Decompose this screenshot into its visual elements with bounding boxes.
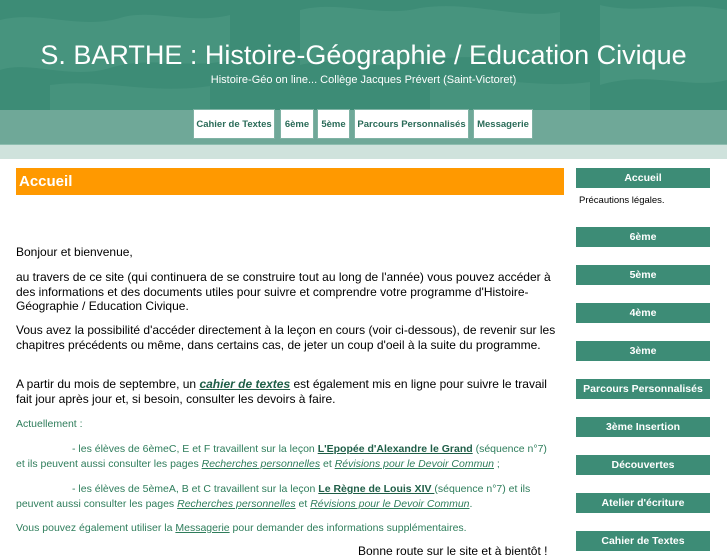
recherches-link-1[interactable]: Recherches personnelles <box>201 458 321 470</box>
alexandre-link[interactable]: L'Epopée d'Alexandre le Grand <box>317 443 473 455</box>
sidebar-item-3eme[interactable]: 3ème <box>576 341 710 361</box>
sidebar-item-cahier-de-textes[interactable]: Cahier de Textes <box>576 531 710 551</box>
sidebar-item-6eme[interactable]: 6ème <box>576 227 710 247</box>
lesson-paragraph: Vous avez la possibilité d'accéder directement à la leçon en cours (voir ci-dessous), de revenir sur les chapitres précédents ou même, dans certains cas, de jeter un coup d'oeil à la suite du programme. <box>16 323 556 352</box>
item2-text-a: - les élèves de 5èmeA, B et C travaillent sur la leçon <box>72 483 319 495</box>
site-header <box>0 0 727 110</box>
messagerie-text-after: pour demander des informations supplémentaires. <box>229 522 467 534</box>
louis-xiv-link[interactable]: Le Règne de Louis XIV <box>318 483 435 495</box>
nav-messagerie[interactable]: Messagerie <box>473 109 533 139</box>
nav-5eme[interactable]: 5ème <box>317 109 350 139</box>
page-title: Accueil <box>16 168 564 195</box>
item1-text-b: (séquence n°7) et ils peuvent aussi consulter les pages <box>16 443 547 470</box>
closing-text: Bonne route sur le site et à bientôt ! <box>358 544 548 558</box>
revisions-link-2[interactable]: Révisions pour le Devoir Commun <box>310 498 470 510</box>
main-area <box>0 158 727 558</box>
sidebar-item-3eme-insertion[interactable]: 3ème Insertion <box>576 417 710 437</box>
cinquieme-item <box>16 482 556 512</box>
nav-cahier-de-textes[interactable]: Cahier de Textes <box>193 109 275 139</box>
sidebar-item-decouvertes[interactable]: Découvertes <box>576 455 710 475</box>
content-column <box>16 168 564 558</box>
intro-paragraph: au travers de ce site (qui continuera de se construire tout au long de l'année) vous pouvez accéder à des informations et des documents utiles pour suivre et comprendre votre programme d'Histoire-Géographie / Education Civique. <box>16 270 551 313</box>
item1-text-a: - les élèves de 6èmeC, E et F travaillent sur la leçon <box>72 443 318 455</box>
sidebar-item-4eme[interactable]: 4ème <box>576 303 710 323</box>
precautions-legales-link[interactable]: Précautions légales. <box>579 195 665 206</box>
nav-parcours-personnalises[interactable]: Parcours Personnalisés <box>354 109 469 139</box>
sidebar-item-atelier-ecriture[interactable]: Atelier d'écriture <box>576 493 710 513</box>
sidebar-item-5eme[interactable]: 5ème <box>576 265 710 285</box>
sixieme-item <box>16 442 551 472</box>
cahier-text-after: est également mis en ligne pour suivre le travail fait jour après jour et, si besoin, consulter les devoirs à faire. <box>16 377 547 406</box>
site-title: S. BARTHE : Histoire-Géographie / Education Civique <box>40 40 687 70</box>
site-subtitle: Histoire-Géo on line... Collège Jacques Prévert (Saint-Victoret) <box>210 74 517 86</box>
cahier-text-before: A partir du mois de septembre, un <box>16 377 200 391</box>
nav-6eme[interactable]: 6ème <box>280 109 314 139</box>
item2-text-b: (séquence n°7) et ils peuvent aussi consulter les pages <box>16 483 531 510</box>
revisions-link-1[interactable]: Révisions pour le Devoir Commun <box>334 458 494 470</box>
item1-text-d: ; <box>494 458 500 470</box>
sidebar-item-parcours[interactable]: Parcours Personnalisés <box>576 379 710 399</box>
sidebar-item-accueil[interactable]: Accueil <box>576 168 710 188</box>
item2-text-c: et <box>295 498 311 510</box>
nav-strip <box>0 144 727 159</box>
messagerie-link[interactable]: Messagerie <box>175 522 230 534</box>
actuellement-label: Actuellement : <box>16 418 83 430</box>
cahier-de-textes-link[interactable]: cahier de textes <box>199 377 291 391</box>
messagerie-text-before: Vous pouvez également utiliser la <box>16 522 176 534</box>
cahier-paragraph <box>16 377 564 406</box>
item2-text-d: . <box>469 498 473 510</box>
messagerie-paragraph <box>16 521 564 536</box>
recherches-link-2[interactable]: Recherches personnelles <box>177 498 296 510</box>
greeting: Bonjour et bienvenue, <box>16 245 133 259</box>
item1-text-c: et <box>320 458 335 470</box>
